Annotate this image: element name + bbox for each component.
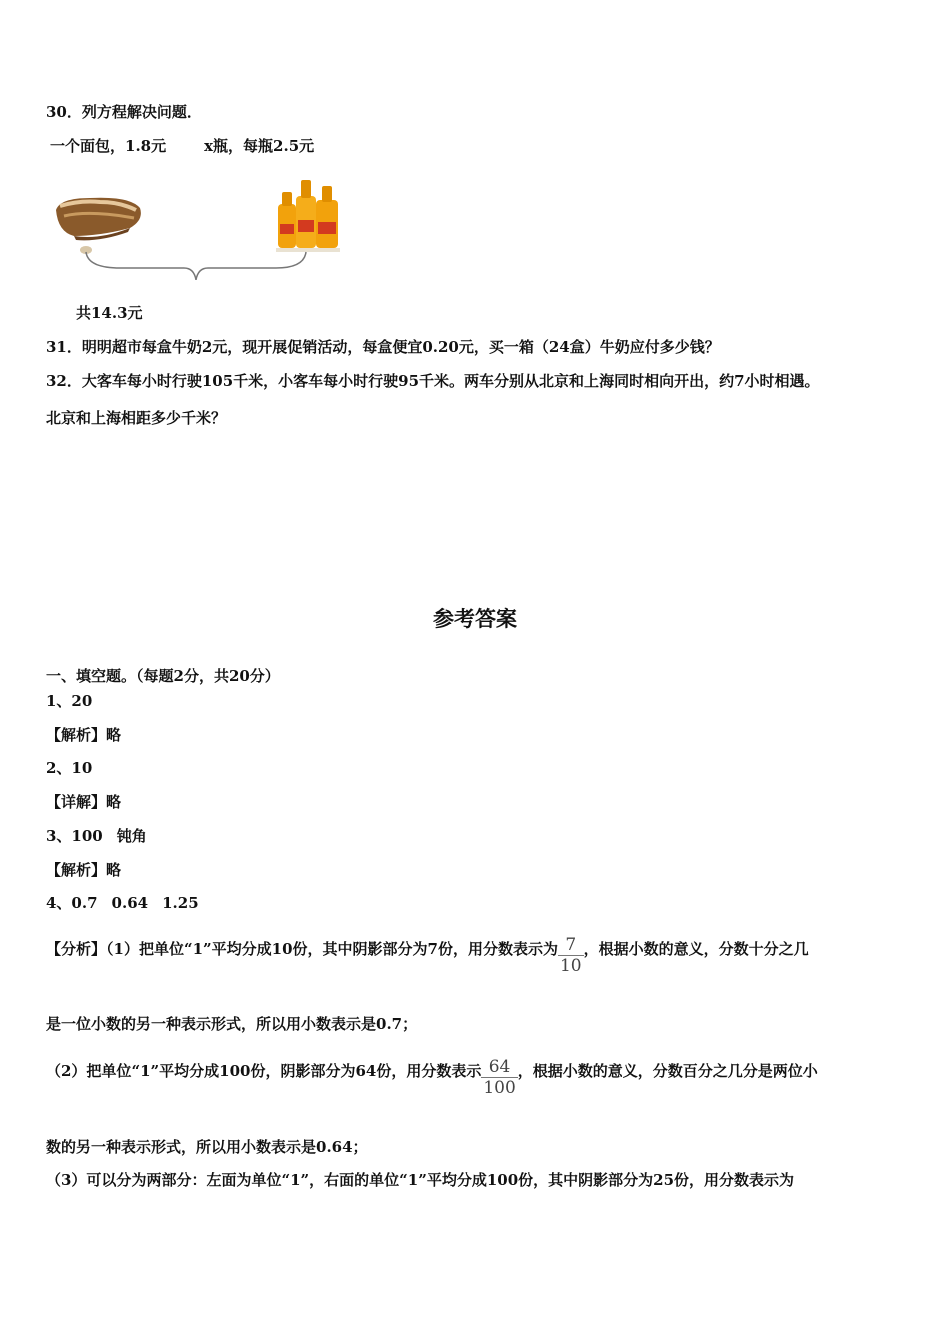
answer-3 — [46, 826, 147, 846]
question-31: 31．明明超市每盒牛奶2元，现开展促销活动，每盒便宜0.20元，买一箱（24盒）牛奶应付多少钱？ — [46, 338, 720, 356]
answer-4-value-3: 1.25 — [162, 894, 199, 912]
answer-4-value-1: 4、0.7 — [46, 894, 98, 912]
bread-price-text: 一个面包，1.8元 — [50, 137, 167, 155]
answer-4-analysis-2-line-2: 数的另一种表示形式，所以用小数表示是0.64； — [46, 1138, 368, 1156]
question-30-given — [50, 136, 314, 156]
question-30-total: 共14.3元 — [76, 304, 143, 322]
brace-shape — [86, 252, 306, 280]
fraction-64-100 — [481, 1057, 517, 1098]
analysis-1-text-before: 【分析】（1）把单位“1”平均分成10份，其中阴影部分为7份，用分数表示为 — [46, 940, 558, 958]
answer-3-number: 3、100 — [46, 827, 103, 845]
answer-1-note: 【解析】略 — [46, 726, 122, 744]
fraction-denominator: 10 — [559, 956, 582, 976]
answers-title: 参考答案 — [433, 607, 517, 631]
juice-bottles-image — [276, 180, 340, 252]
question-32-line-1: 32．大客车每小时行驶105千米，小客车每小时行驶95千米。两车分别从北京和上海同时相向开出，约7小时相遇。 — [46, 372, 820, 390]
fraction-numerator: 7 — [565, 935, 577, 955]
answer-1: 1、20 — [46, 692, 93, 710]
fraction-denominator: 100 — [483, 1078, 516, 1098]
answer-4-analysis-2 — [46, 1048, 818, 1098]
analysis-2-text-after: ，根据小数的意义，分数百分之几分是两位小 — [517, 1062, 818, 1080]
analysis-1-text-after: ，根据小数的意义，分数十分之几 — [583, 940, 809, 958]
answer-3-word: 钝角 — [116, 827, 147, 845]
bread-image — [56, 198, 141, 254]
question-30-illustration — [50, 170, 350, 280]
fraction-numerator: 64 — [488, 1057, 511, 1077]
answer-2-note: 【详解】略 — [46, 793, 122, 811]
answer-4-analysis-3: （3）可以分为两部分：左面为单位“1”，右面的单位“1”平均分成100份，其中阴影部分为25份，用分数表示为 — [46, 1171, 795, 1189]
section-1-heading: 一、填空题。（每题2分，共20分） — [46, 667, 280, 685]
analysis-2-text-before: （2）把单位“1”平均分成100份，阴影部分为64份，用分数表示 — [46, 1062, 482, 1080]
answer-3-note: 【解析】略 — [46, 861, 122, 879]
answer-4 — [46, 893, 199, 913]
question-32-line-2: 北京和上海相距多少千米？ — [46, 409, 227, 427]
answer-4-value-2: 0.64 — [111, 894, 149, 912]
question-30-title: 30．列方程解决问题． — [46, 103, 202, 121]
bottle-price-text: x瓶，每瓶2.5元 — [204, 137, 315, 155]
answer-4-analysis-1 — [46, 926, 809, 976]
answer-4-analysis-1-line-2: 是一位小数的另一种表示形式，所以用小数表示是0.7； — [46, 1015, 418, 1033]
fraction-7-10 — [558, 935, 584, 976]
answer-2: 2、10 — [46, 759, 93, 777]
